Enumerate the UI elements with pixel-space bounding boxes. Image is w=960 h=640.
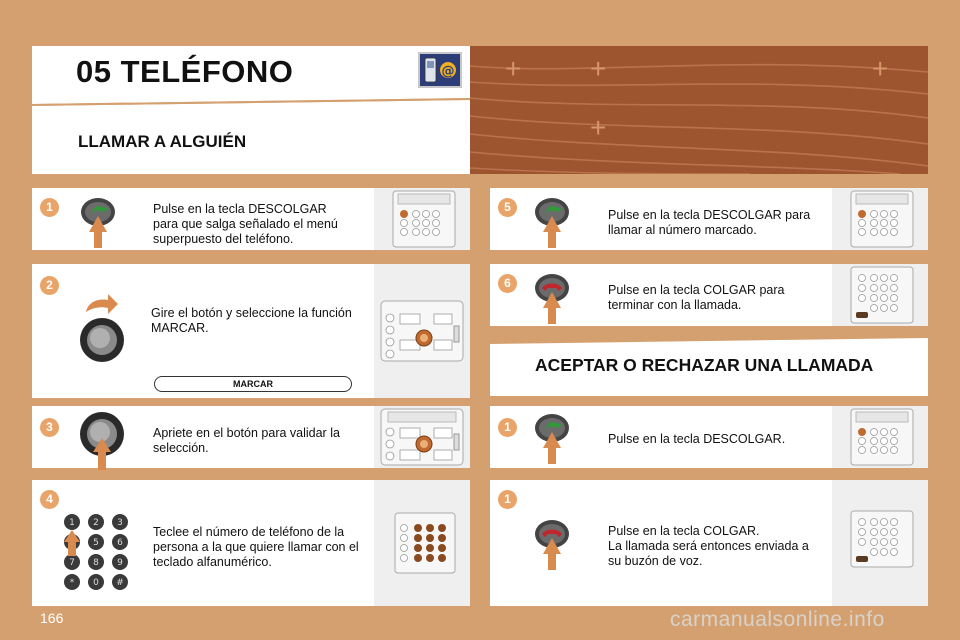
step-number-badge: 5 [498,198,517,217]
svg-text:@: @ [441,64,455,79]
radio-panel-knob-icon [380,300,464,362]
step-text: Pulse en la tecla DESCOLGAR para llamar al número marcado. [608,208,811,237]
step-text: Gire el botón y seleccione la función MARCAR. [151,306,352,335]
plus-icon: + [505,53,522,84]
step-number-badge: 4 [40,490,59,509]
plus-icon: + [872,53,889,84]
menu-label-marcar: MARCAR [154,376,352,392]
header-banner-decoration [470,46,928,174]
plus-icon: + [590,53,607,84]
svg-text:5: 5 [93,538,99,548]
plus-icon: + [590,112,607,143]
page-title: 05 TELÉFONO [76,54,294,89]
red-hangup-key-icon [532,270,572,324]
rotary-knob-press-icon [78,410,126,470]
radio-panel-keypad-icon [850,510,914,568]
section-title-aceptar: ACEPTAR O RECHAZAR UNA LLAMADA [535,355,874,375]
radio-panel-keypad-icon [850,408,914,466]
svg-text:8: 8 [93,558,99,568]
rotary-knob-icon [78,292,126,364]
step-number-badge: 6 [498,274,517,293]
svg-text:7: 7 [69,558,75,568]
svg-text:6: 6 [117,538,123,548]
radio-panel-keypad-icon [394,512,456,574]
step-text: Teclee el número de teléfono de la persona a la que quiere llamar con el teclado alfanumérico. [153,525,359,569]
svg-text:2: 2 [93,518,99,528]
step-text: Apriete en el botón para validar la selección. [153,426,340,455]
numeric-keypad-icon [60,512,136,594]
green-call-key-icon [78,194,118,248]
phone-mail-icon [418,52,462,88]
green-call-key-icon [532,410,572,464]
red-hangup-key-icon [532,516,572,570]
page-number: 166 [40,610,64,626]
radio-panel-knob-icon [380,408,464,466]
step-text: Pulse en la tecla DESCOLGAR. [608,432,786,446]
svg-text:9: 9 [117,558,123,568]
step-number-badge: 1 [40,198,59,217]
step-text: Pulse en la tecla COLGAR. La llamada será entonces enviada a su buzón de voz. [608,524,809,568]
step-number-badge: 1 [498,490,517,509]
radio-panel-keypad-icon [392,190,456,248]
green-call-key-icon [532,194,572,248]
svg-text:0: 0 [93,578,99,588]
step-number-badge: 3 [40,418,59,437]
step-number-badge: 2 [40,276,59,295]
svg-text:3: 3 [117,518,123,528]
section-title-llamar: LLAMAR A ALGUIÉN [78,132,247,151]
step-number-badge: 1 [498,418,517,437]
radio-panel-keypad-icon [850,266,914,324]
step-text: Pulse en la tecla COLGAR para terminar con la llamada. [608,283,785,312]
svg-text:#: # [116,578,124,588]
svg-text:*: * [69,578,75,588]
svg-text:1: 1 [69,518,75,528]
step-text: Pulse en la tecla DESCOLGAR para que salga señalado el menú superpuesto del teléfono. [153,202,338,246]
radio-panel-keypad-icon [850,190,914,248]
watermark: carmanualsonline.info [670,608,885,631]
